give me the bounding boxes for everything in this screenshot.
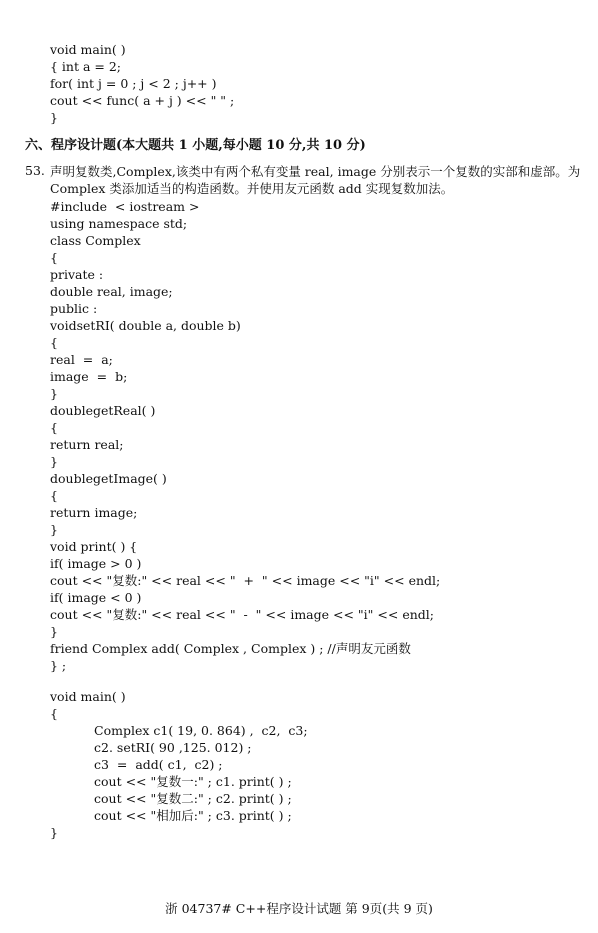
code-line: { [50,335,58,350]
code-line: void print( ) { [50,539,138,554]
code-line: { [50,488,58,503]
code-line: c2. setRI( 90 ,125. 012) ; [94,740,252,755]
code-line: doublegetReal( ) [50,403,156,418]
question-number: 53. [25,163,45,178]
code-line: real = a; [50,352,113,367]
code-line: { int a = 2; [50,59,122,74]
code-line: cout << "复数:" << real << " + " << image << "i" << endl; [50,573,441,588]
code-line: Complex c1( 19, 0. 864) , c2, c3; [94,723,308,738]
code-line: void main( ) [50,689,126,704]
code-line: doublegetImage( ) [50,471,167,486]
code-line: { [50,420,58,435]
code-line: } [50,825,58,840]
code-line: } ; [50,658,67,673]
code-line: } [50,522,58,537]
code-line: cout << func( a + j ) << " " ; [50,93,235,108]
code-line: } [50,454,58,469]
code-line: c3 = add( c1, c2) ; [94,757,223,772]
code-line: } [50,386,58,401]
code-line: class Complex [50,233,141,248]
code-line: } [50,110,58,125]
code-line: cout << "复数一:" ; c1. print( ) ; [94,774,292,789]
code-line: image = b; [50,369,128,384]
code-line: cout << "复数二:" ; c2. print( ) ; [94,791,292,806]
code-line: return real; [50,437,124,452]
code-line: cout << "复数:" << real << " - " << image << "i" << endl; [50,607,434,622]
code-line: double real, image; [50,284,173,299]
code-line: } [50,624,58,639]
page-footer: 浙 04737# C++程序设计试题 第 9页(共 9 页) [165,901,433,916]
question-text: 声明复数类,Complex,该类中有两个私有变量 real, image 分别表示一个复数的实部和虚部。为 Complex 类添加适当的构造函数。并使用友元函数 add 实现复数加法。 [50,164,581,196]
code-line: void main( ) [50,42,126,57]
code-line: { [50,706,58,721]
code-line: voidsetRI( double a, double b) [50,318,241,333]
code-line: using namespace std; [50,216,188,231]
section-heading: 六、程序设计题(本大题共 1 小题,每小题 10 分,共 10 分) [25,138,366,153]
code-line: public : [50,301,98,316]
code-line: { [50,250,58,265]
code-line: cout << "相加后:" ; c3. print( ) ; [94,808,292,823]
code-line: private : [50,267,104,282]
code-line: friend Complex add( Complex , Complex ) ; //声明友元函数 [50,641,411,656]
code-line: #include < iostream > [50,199,200,214]
code-line: if( image > 0 ) [50,556,142,571]
code-line: return image; [50,505,138,520]
code-line: for( int j = 0 ; j < 2 ; j++ ) [50,76,217,91]
code-line: if( image < 0 ) [50,590,142,605]
